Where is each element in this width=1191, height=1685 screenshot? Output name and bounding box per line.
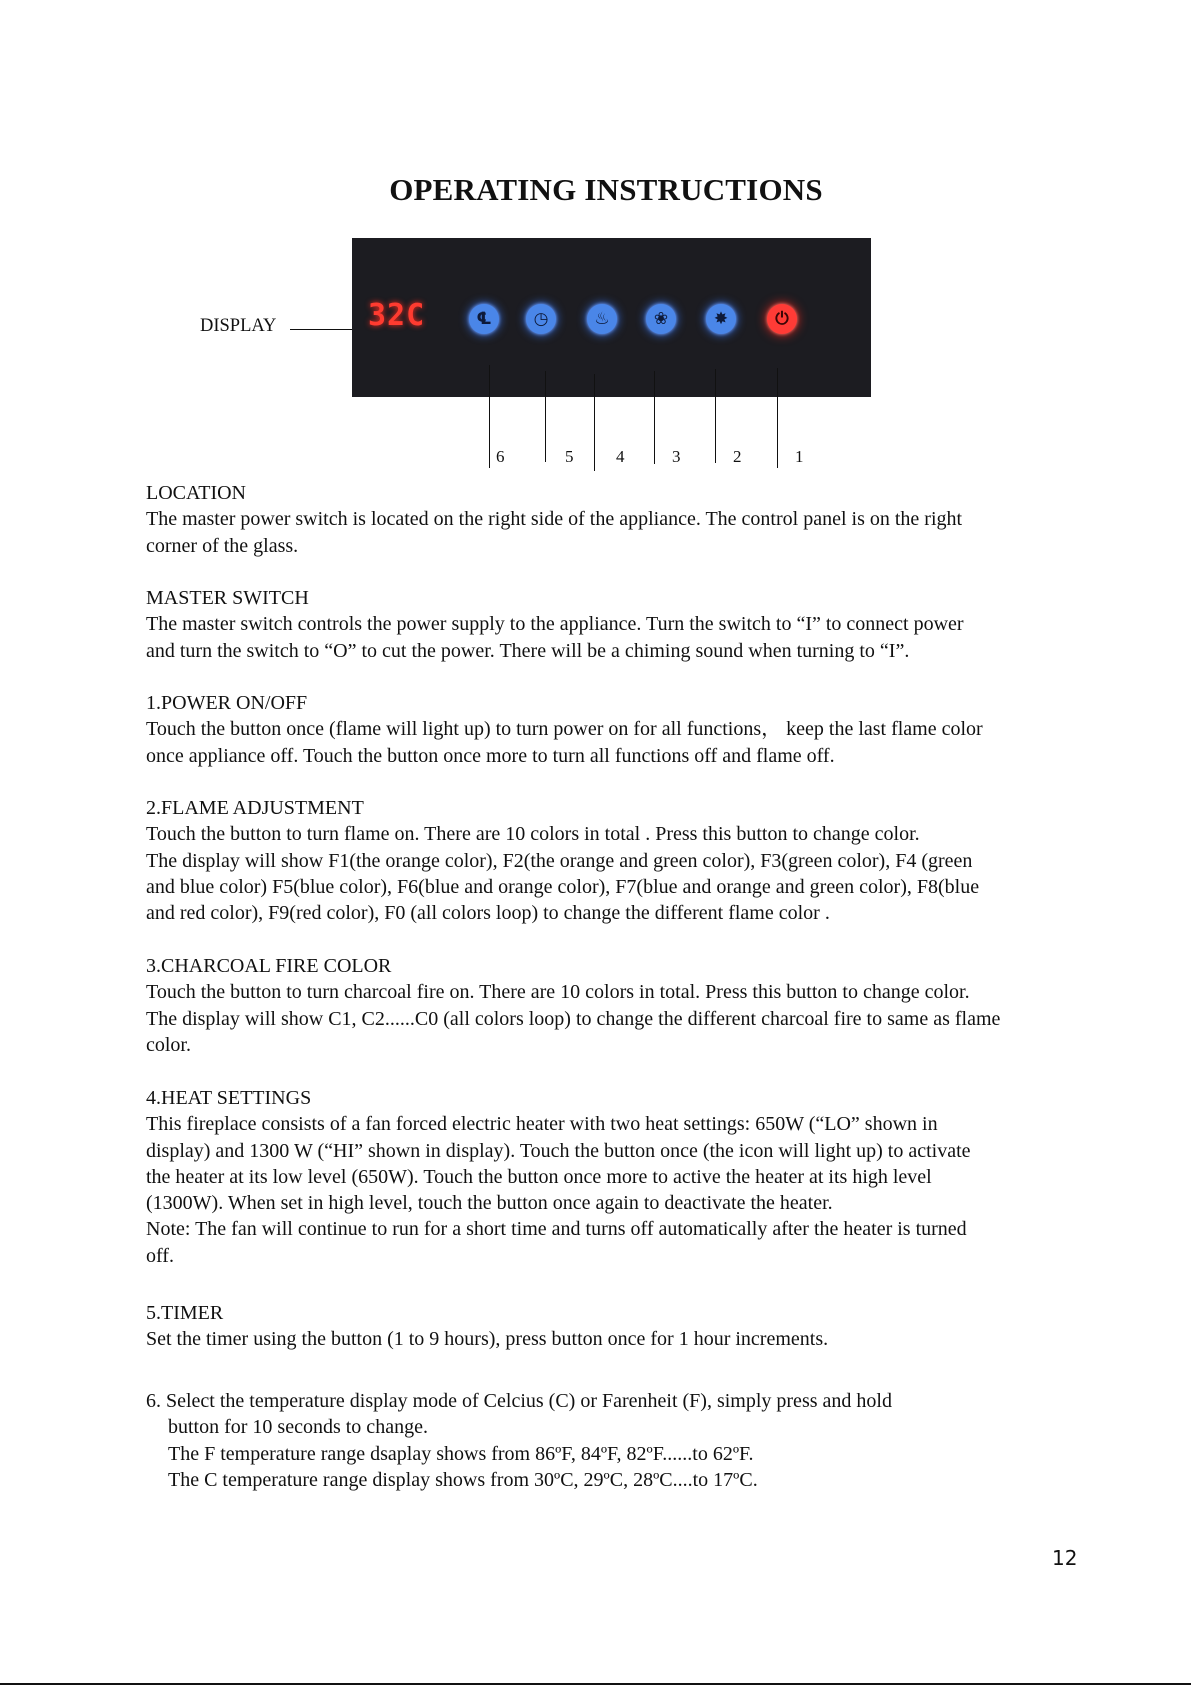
page-number: 12: [1052, 1546, 1078, 1570]
text-line: and blue color) F5(blue color), F6(blue and orange color), F7(blue and orange and green color), F8(blue: [146, 875, 980, 898]
text-line: Touch the button once (flame will light up) to turn power on for all functions， keep the last flame color: [146, 718, 983, 741]
callout-number-3: 3: [672, 447, 681, 466]
callout-number-1: 1: [795, 447, 804, 466]
temperature-mode-icon: ℄: [469, 304, 499, 334]
text-line: button for 10 seconds to change.: [168, 1416, 428, 1439]
text-line: and red color), F9(red color), F0 (all colors loop) to change the different flame color .: [146, 902, 830, 925]
callout-line-4: [594, 374, 595, 471]
section-heading: LOCATION: [146, 482, 246, 504]
section-heading: 1.POWER ON/OFF: [146, 692, 308, 714]
control-panel-photo: [352, 238, 871, 397]
text-line: display) and 1300 W (“HI” shown in display). Touch the button once (the icon will light up) to activate: [146, 1139, 971, 1162]
text-line: Touch the button to turn charcoal fire on. There are 10 colors in total. Press this button to change color.: [146, 981, 970, 1004]
callout-line-6: [489, 365, 490, 468]
callout-line-1: [777, 368, 778, 468]
section-heading: 4.HEAT SETTINGS: [146, 1087, 312, 1109]
section-flame-adjustment: [146, 795, 1086, 926]
section-temperature-mode: [146, 1388, 1086, 1493]
text-line: (1300W). When set in high level, touch the button once again to deactivate the heater.: [146, 1192, 833, 1215]
text-line: The display will show C1, C2......C0 (all colors loop) to change the different charcoal fire to same as flame: [146, 1007, 1001, 1030]
charcoal-fire-icon: ❀: [646, 304, 676, 334]
section-timer: [146, 1300, 1086, 1353]
text-line: The master switch controls the power supply to the appliance. Turn the switch to “I” to connect power: [146, 613, 964, 636]
text-line: The master power switch is located on the right side of the appliance. The control panel is on the right: [146, 508, 963, 531]
callout-number-6: 6: [496, 447, 505, 466]
text-line: Note: The fan will continue to run for a short time and turns off automatically after the heater is turned: [146, 1218, 967, 1241]
flame-icon: ✸: [706, 304, 736, 334]
heat-icon: ♨: [587, 304, 617, 334]
page-title: OPERATING INSTRUCTIONS: [389, 172, 823, 207]
led-display: 32C: [368, 298, 426, 333]
text-line: once appliance off. Touch the button once more to turn all functions off and flame off.: [146, 744, 835, 767]
callout-number-5: 5: [565, 447, 574, 466]
text-line: The display will show F1(the orange color), F2(the orange and green color), F3(green color), F4 (green: [146, 849, 973, 872]
text-line: corner of the glass.: [146, 534, 299, 557]
display-leader-line: [290, 329, 352, 330]
section-heat-settings: [146, 1085, 1086, 1269]
text-line: off.: [146, 1244, 174, 1267]
text-line: color.: [146, 1033, 191, 1056]
text-line: Set the timer using the button (1 to 9 hours), press button once for 1 hour increments.: [146, 1328, 829, 1351]
callout-number-2: 2: [733, 447, 742, 466]
section-master-switch: [146, 585, 1086, 664]
callout-line-5: [545, 371, 546, 462]
section-heading: 2.FLAME ADJUSTMENT: [146, 797, 364, 819]
text-line: The C temperature range display shows from 30ºC, 29ºC, 28ºC....to 17ºC.: [168, 1468, 758, 1491]
section-heading: 3.CHARCOAL FIRE COLOR: [146, 955, 392, 977]
text-line: This fireplace consists of a fan forced electric heater with two heat settings: 650W (“LO” shown in: [146, 1113, 938, 1136]
section-heading: MASTER SWITCH: [146, 587, 309, 609]
callout-line-2: [715, 369, 716, 463]
display-label: DISPLAY: [200, 316, 277, 336]
callout-number-4: 4: [616, 447, 625, 466]
text-line: 6. Select the temperature display mode of Celcius (C) or Farenheit (F), simply press and hold: [146, 1390, 892, 1412]
text-line: the heater at its low level (650W). Touch the button once more to active the heater at its high level: [146, 1165, 932, 1188]
text-line: Touch the button to turn flame on. There are 10 colors in total . Press this button to change color.: [146, 823, 920, 846]
section-location: [146, 480, 1086, 559]
section-heading: 5.TIMER: [146, 1302, 224, 1324]
text-line: The F temperature range dsaplay shows from 86ºF, 84ºF, 82ºF......to 62ºF.: [168, 1442, 754, 1465]
section-power: [146, 690, 1086, 769]
timer-icon: ◷: [526, 304, 556, 334]
text-line: and turn the switch to “O” to cut the power. There will be a chiming sound when turning to “I”.: [146, 639, 910, 662]
power-icon: ⏻: [767, 304, 797, 334]
section-charcoal-fire-color: [146, 953, 1086, 1058]
callout-line-3: [654, 371, 655, 464]
